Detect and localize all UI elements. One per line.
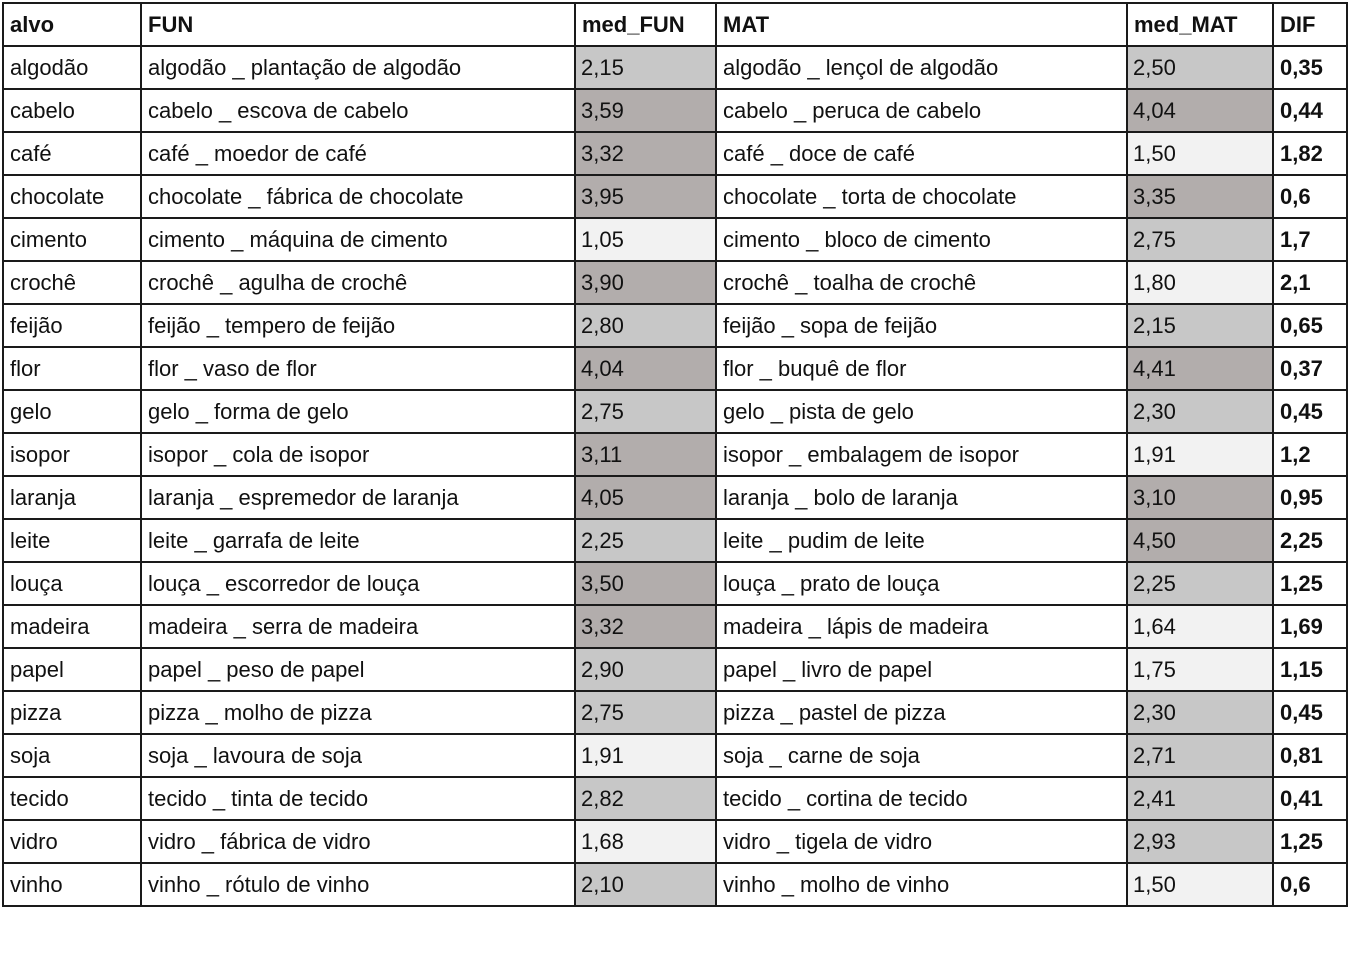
med-mat-cell: 4,04 (1127, 89, 1273, 132)
med-mat-cell: 2,15 (1127, 304, 1273, 347)
med-fun-cell: 3,90 (575, 261, 716, 304)
dif-cell: 1,82 (1273, 132, 1347, 175)
table-row (3, 175, 1347, 218)
dif-cell: 2,25 (1273, 519, 1347, 562)
med-fun-cell: 1,91 (575, 734, 716, 777)
med-mat-cell: 2,75 (1127, 218, 1273, 261)
dif-cell: 0,37 (1273, 347, 1347, 390)
mat-cell: vidro _ tigela de vidro (716, 820, 1127, 863)
dif-cell: 0,45 (1273, 390, 1347, 433)
fun-cell: soja _ lavoura de soja (141, 734, 575, 777)
fun-cell: madeira _ serra de madeira (141, 605, 575, 648)
alvo-cell: louça (3, 562, 141, 605)
fun-cell: tecido _ tinta de tecido (141, 777, 575, 820)
mat-cell: madeira _ lápis de madeira (716, 605, 1127, 648)
med-mat-cell: 3,35 (1127, 175, 1273, 218)
table-row (3, 347, 1347, 390)
fun-cell: flor _ vaso de flor (141, 347, 575, 390)
alvo-cell: pizza (3, 691, 141, 734)
dif-cell: 1,7 (1273, 218, 1347, 261)
med-mat-cell: 2,25 (1127, 562, 1273, 605)
med-fun-cell: 3,59 (575, 89, 716, 132)
mat-cell: pizza _ pastel de pizza (716, 691, 1127, 734)
dif-cell: 0,45 (1273, 691, 1347, 734)
med-mat-cell: 3,10 (1127, 476, 1273, 519)
dif-cell: 0,65 (1273, 304, 1347, 347)
fun-cell: chocolate _ fábrica de chocolate (141, 175, 575, 218)
table-row (3, 648, 1347, 691)
med-mat-cell: 1,91 (1127, 433, 1273, 476)
mat-cell: feijão _ sopa de feijão (716, 304, 1127, 347)
med-mat-cell: 2,30 (1127, 691, 1273, 734)
med-fun-cell: 3,32 (575, 605, 716, 648)
med-mat-cell: 1,75 (1127, 648, 1273, 691)
med-fun-cell: 2,90 (575, 648, 716, 691)
table-row (3, 691, 1347, 734)
fun-cell: pizza _ molho de pizza (141, 691, 575, 734)
med-mat-cell: 1,80 (1127, 261, 1273, 304)
alvo-cell: algodão (3, 46, 141, 89)
alvo-cell: soja (3, 734, 141, 777)
alvo-cell: leite (3, 519, 141, 562)
dif-cell: 0,81 (1273, 734, 1347, 777)
med-fun-cell: 3,50 (575, 562, 716, 605)
mat-cell: café _ doce de café (716, 132, 1127, 175)
alvo-cell: cabelo (3, 89, 141, 132)
header-dif: DIF (1273, 3, 1347, 46)
mat-cell: cimento _ bloco de cimento (716, 218, 1127, 261)
dif-cell: 1,25 (1273, 562, 1347, 605)
table-row (3, 476, 1347, 519)
fun-cell: crochê _ agulha de crochê (141, 261, 575, 304)
table-row (3, 820, 1347, 863)
dif-cell: 0,35 (1273, 46, 1347, 89)
med-fun-cell: 3,32 (575, 132, 716, 175)
header-fun: FUN (141, 3, 575, 46)
mat-cell: leite _ pudim de leite (716, 519, 1127, 562)
alvo-cell: papel (3, 648, 141, 691)
mat-cell: flor _ buquê de flor (716, 347, 1127, 390)
dif-cell: 1,2 (1273, 433, 1347, 476)
fun-cell: leite _ garrafa de leite (141, 519, 575, 562)
table-row (3, 89, 1347, 132)
med-fun-cell: 2,75 (575, 691, 716, 734)
med-fun-cell: 2,25 (575, 519, 716, 562)
fun-cell: feijão _ tempero de feijão (141, 304, 575, 347)
mat-cell: cabelo _ peruca de cabelo (716, 89, 1127, 132)
alvo-cell: vinho (3, 863, 141, 906)
mat-cell: louça _ prato de louça (716, 562, 1127, 605)
alvo-cell: vidro (3, 820, 141, 863)
med-fun-cell: 2,75 (575, 390, 716, 433)
fun-cell: laranja _ espremedor de laranja (141, 476, 575, 519)
table-row (3, 132, 1347, 175)
fun-cell: papel _ peso de papel (141, 648, 575, 691)
med-fun-cell: 3,95 (575, 175, 716, 218)
med-mat-cell: 1,50 (1127, 863, 1273, 906)
header-med-fun: med_FUN (575, 3, 716, 46)
fun-cell: isopor _ cola de isopor (141, 433, 575, 476)
table-row (3, 605, 1347, 648)
med-mat-cell: 1,50 (1127, 132, 1273, 175)
med-mat-cell: 4,41 (1127, 347, 1273, 390)
dif-cell: 2,1 (1273, 261, 1347, 304)
med-mat-cell: 4,50 (1127, 519, 1273, 562)
fun-cell: vinho _ rótulo de vinho (141, 863, 575, 906)
data-table (2, 2, 1348, 907)
mat-cell: tecido _ cortina de tecido (716, 777, 1127, 820)
mat-cell: papel _ livro de papel (716, 648, 1127, 691)
mat-cell: crochê _ toalha de crochê (716, 261, 1127, 304)
alvo-cell: crochê (3, 261, 141, 304)
header-row (3, 3, 1347, 46)
header-alvo: alvo (3, 3, 141, 46)
dif-cell: 0,95 (1273, 476, 1347, 519)
table-row (3, 304, 1347, 347)
alvo-cell: flor (3, 347, 141, 390)
table-row (3, 777, 1347, 820)
fun-cell: cabelo _ escova de cabelo (141, 89, 575, 132)
table-row (3, 562, 1347, 605)
dif-cell: 1,69 (1273, 605, 1347, 648)
alvo-cell: madeira (3, 605, 141, 648)
alvo-cell: café (3, 132, 141, 175)
dif-cell: 0,6 (1273, 863, 1347, 906)
med-mat-cell: 2,93 (1127, 820, 1273, 863)
table-row (3, 390, 1347, 433)
fun-cell: vidro _ fábrica de vidro (141, 820, 575, 863)
header-med-mat: med_MAT (1127, 3, 1273, 46)
med-fun-cell: 2,80 (575, 304, 716, 347)
med-mat-cell: 2,30 (1127, 390, 1273, 433)
med-mat-cell: 2,41 (1127, 777, 1273, 820)
dif-cell: 0,44 (1273, 89, 1347, 132)
med-mat-cell: 2,50 (1127, 46, 1273, 89)
fun-cell: cimento _ máquina de cimento (141, 218, 575, 261)
alvo-cell: laranja (3, 476, 141, 519)
mat-cell: soja _ carne de soja (716, 734, 1127, 777)
med-fun-cell: 2,82 (575, 777, 716, 820)
dif-cell: 0,41 (1273, 777, 1347, 820)
med-fun-cell: 3,11 (575, 433, 716, 476)
alvo-cell: cimento (3, 218, 141, 261)
mat-cell: isopor _ embalagem de isopor (716, 433, 1127, 476)
med-mat-cell: 2,71 (1127, 734, 1273, 777)
alvo-cell: feijão (3, 304, 141, 347)
table-row (3, 863, 1347, 906)
fun-cell: louça _ escorredor de louça (141, 562, 575, 605)
alvo-cell: tecido (3, 777, 141, 820)
med-fun-cell: 1,05 (575, 218, 716, 261)
dif-cell: 1,25 (1273, 820, 1347, 863)
mat-cell: gelo _ pista de gelo (716, 390, 1127, 433)
table-row (3, 218, 1347, 261)
mat-cell: chocolate _ torta de chocolate (716, 175, 1127, 218)
med-fun-cell: 2,15 (575, 46, 716, 89)
mat-cell: algodão _ lençol de algodão (716, 46, 1127, 89)
fun-cell: café _ moedor de café (141, 132, 575, 175)
table-row (3, 261, 1347, 304)
table-row (3, 433, 1347, 476)
table-row (3, 734, 1347, 777)
med-fun-cell: 1,68 (575, 820, 716, 863)
header-mat: MAT (716, 3, 1127, 46)
dif-cell: 0,6 (1273, 175, 1347, 218)
dif-cell: 1,15 (1273, 648, 1347, 691)
table-row (3, 519, 1347, 562)
alvo-cell: chocolate (3, 175, 141, 218)
fun-cell: algodão _ plantação de algodão (141, 46, 575, 89)
fun-cell: gelo _ forma de gelo (141, 390, 575, 433)
med-mat-cell: 1,64 (1127, 605, 1273, 648)
alvo-cell: isopor (3, 433, 141, 476)
mat-cell: vinho _ molho de vinho (716, 863, 1127, 906)
med-fun-cell: 4,05 (575, 476, 716, 519)
alvo-cell: gelo (3, 390, 141, 433)
med-fun-cell: 2,10 (575, 863, 716, 906)
med-fun-cell: 4,04 (575, 347, 716, 390)
table-row (3, 46, 1347, 89)
mat-cell: laranja _ bolo de laranja (716, 476, 1127, 519)
